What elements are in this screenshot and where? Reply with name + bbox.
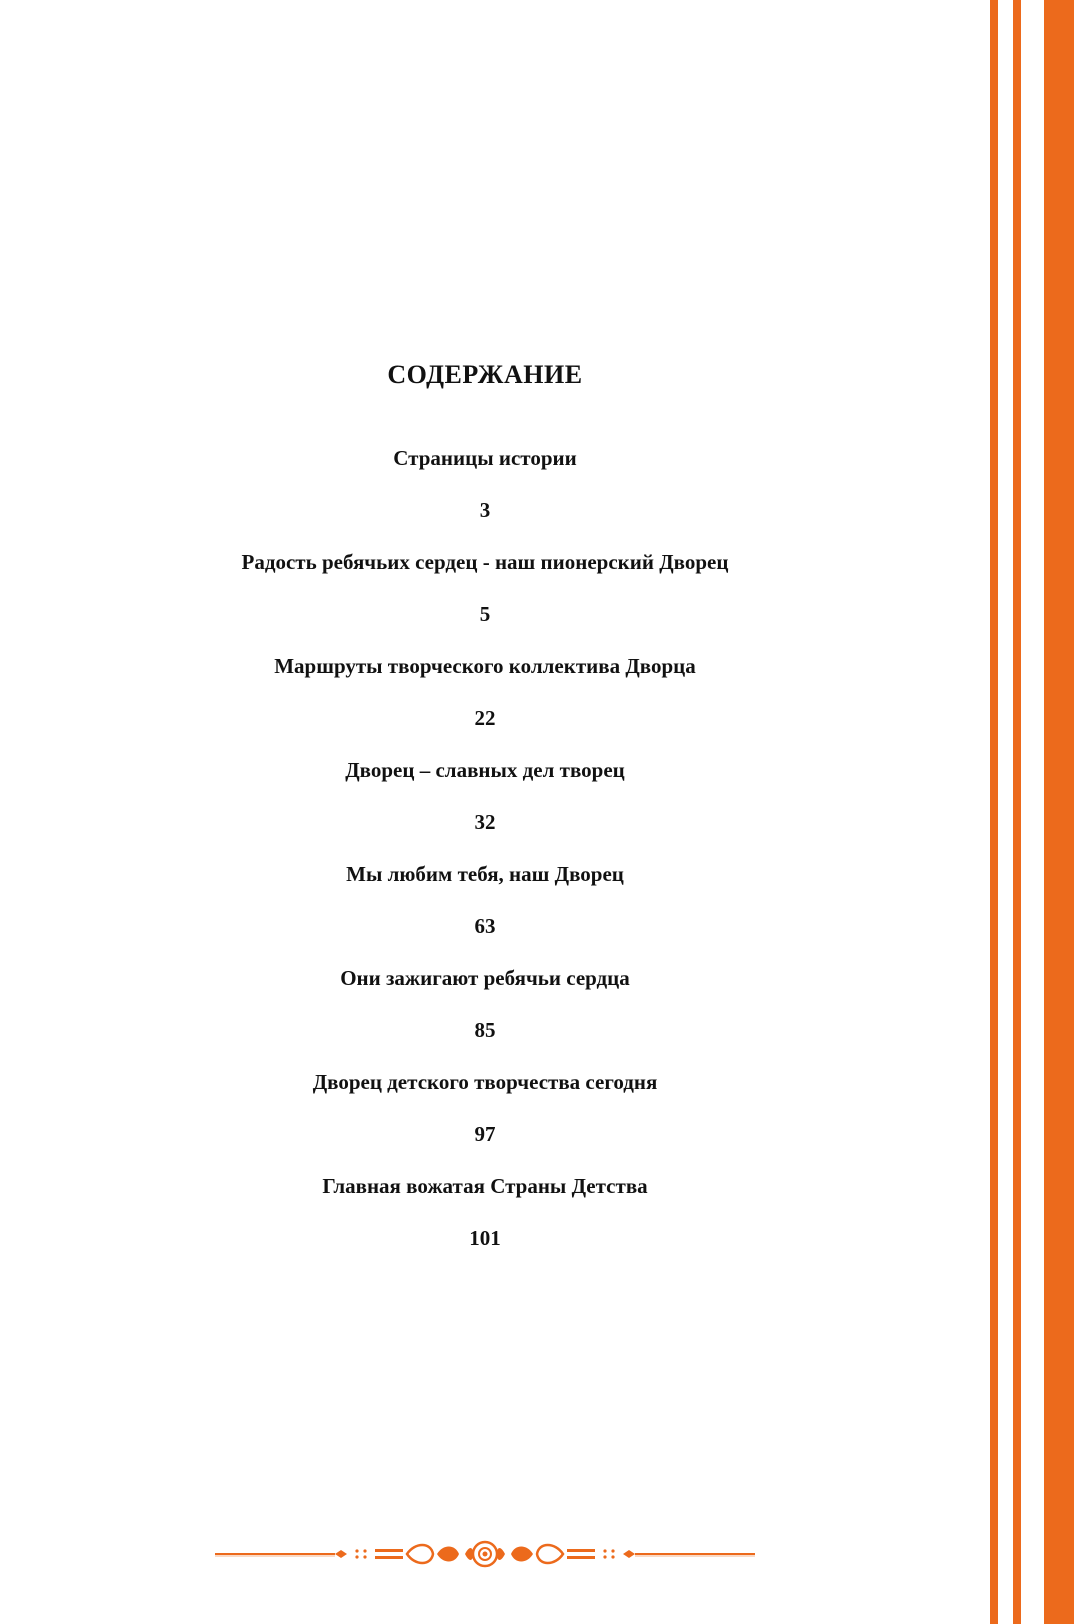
toc-entry-page: 32: [474, 810, 496, 834]
toc-entry-title: Маршруты творческого коллектива Дворца: [274, 654, 696, 678]
toc-entry-title: Главная вожатая Страны Детства: [322, 1174, 648, 1198]
toc-entry-page: 97: [474, 1122, 496, 1146]
toc-entry-title: Они зажигают ребячьи сердца: [340, 966, 630, 990]
decorative-flourish-icon: [215, 1540, 755, 1568]
toc-entry: [0, 443, 970, 547]
toc-entry: [0, 755, 970, 859]
toc-entry-page: 85: [474, 1018, 496, 1042]
table-of-contents: [0, 443, 970, 1275]
toc-entry: [0, 1067, 970, 1171]
toc-entry-page: 3: [479, 498, 491, 522]
page-title: СОДЕРЖАНИЕ: [387, 360, 583, 389]
toc-entry: [0, 547, 970, 651]
toc-entry: [0, 963, 970, 1067]
toc-entry: [0, 1171, 970, 1275]
toc-entry: [0, 859, 970, 963]
border-stripe-thin-right: [1013, 0, 1021, 1624]
toc-entry-page: 22: [474, 706, 496, 730]
toc-entry: [0, 651, 970, 755]
toc-entry-title: Страницы истории: [393, 446, 577, 470]
border-stripe-thin-left: [990, 0, 998, 1624]
toc-entry-title: Дворец детского творчества сегодня: [312, 1070, 658, 1094]
toc-entry-page: 101: [469, 1226, 501, 1250]
toc-entry-page: 63: [474, 914, 496, 938]
toc-entry-title: Дворец – славных дел творец: [345, 758, 625, 782]
toc-entry-title: Радость ребячьих сердец - наш пионерский Дворец: [241, 550, 729, 574]
toc-entry-page: 5: [479, 602, 491, 626]
border-stripe-wide: [1044, 0, 1074, 1624]
toc-entry-title: Мы любим тебя, наш Дворец: [346, 862, 624, 886]
